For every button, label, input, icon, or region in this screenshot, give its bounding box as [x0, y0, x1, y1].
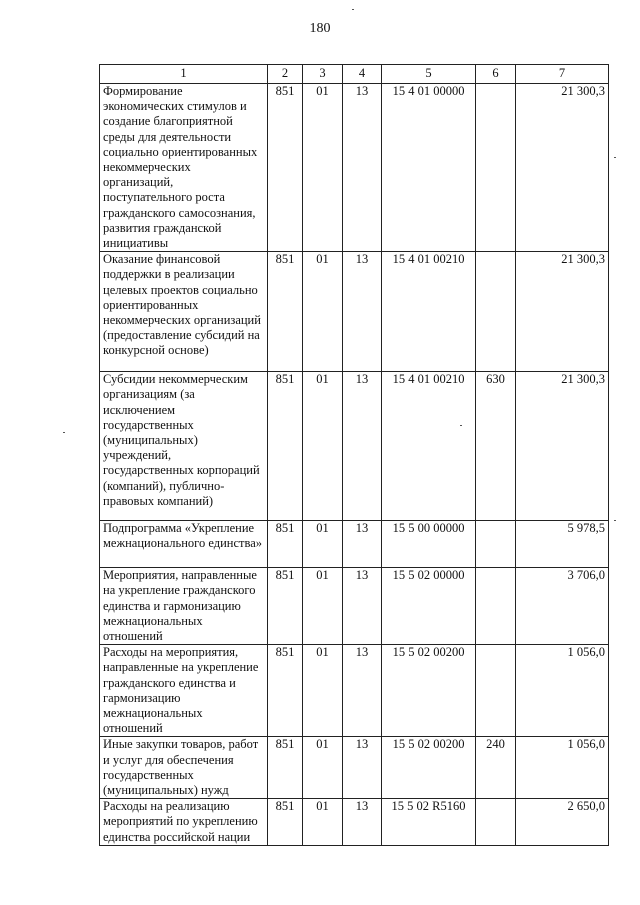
row-vr — [476, 521, 516, 568]
row-csr: 15 4 01 00210 — [382, 372, 476, 521]
row-sum: 5 978,5 — [516, 521, 609, 568]
row-pr: 13 — [343, 645, 382, 737]
budget-table — [99, 64, 609, 846]
row-ved: 851 — [268, 799, 303, 846]
table-row — [100, 737, 609, 799]
row-ved: 851 — [268, 737, 303, 799]
row-ved: 851 — [268, 84, 303, 252]
row-rz: 01 — [303, 372, 343, 521]
row-csr: 15 4 01 00210 — [382, 252, 476, 372]
row-name: Иные закупки товаров, работ и услуг для обеспечения государственных (муниципальных) нужд — [100, 737, 268, 799]
row-csr: 15 5 02 00200 — [382, 645, 476, 737]
header-cell-3: 3 — [303, 65, 343, 84]
table-row — [100, 799, 609, 846]
table-row — [100, 84, 609, 252]
row-ved: 851 — [268, 521, 303, 568]
row-pr: 13 — [343, 252, 382, 372]
row-pr: 13 — [343, 84, 382, 252]
row-rz: 01 — [303, 737, 343, 799]
row-sum: 21 300,3 — [516, 84, 609, 252]
table-row — [100, 645, 609, 737]
row-vr — [476, 799, 516, 846]
header-cell-6: 6 — [476, 65, 516, 84]
header-cell-1: 1 — [100, 65, 268, 84]
row-rz: 01 — [303, 799, 343, 846]
row-pr: 13 — [343, 372, 382, 521]
row-pr: 13 — [343, 799, 382, 846]
row-sum: 1 056,0 — [516, 737, 609, 799]
row-sum: 21 300,3 — [516, 372, 609, 521]
table-row — [100, 372, 609, 521]
row-name: Оказание финансовой поддержки в реализации целевых проектов социально ориентированных некоммерческих организаций (предоставление субсидий на конкурсной основе) — [100, 252, 268, 372]
row-name: Мероприятия, направленные на укрепление гражданского единства и гармонизацию межнациональных отношений — [100, 568, 268, 645]
header-cell-4: 4 — [343, 65, 382, 84]
row-pr: 13 — [343, 737, 382, 799]
row-sum: 3 706,0 — [516, 568, 609, 645]
row-sum: 2 650,0 — [516, 799, 609, 846]
row-rz: 01 — [303, 252, 343, 372]
scan-speck — [352, 9, 354, 10]
page-number: 180 — [309, 21, 331, 36]
row-csr: 15 5 02 00000 — [382, 568, 476, 645]
header-cell-2: 2 — [268, 65, 303, 84]
row-rz: 01 — [303, 521, 343, 568]
scan-speck — [63, 432, 65, 433]
row-rz: 01 — [303, 645, 343, 737]
scan-speck — [614, 520, 616, 521]
row-ved: 851 — [268, 645, 303, 737]
row-name: Подпрограмма «Укрепление межнационального единства» — [100, 521, 268, 568]
row-pr: 13 — [343, 568, 382, 645]
table-row — [100, 568, 609, 645]
row-csr: 15 5 02 R5160 — [382, 799, 476, 846]
table-row — [100, 252, 609, 372]
row-sum: 1 056,0 — [516, 645, 609, 737]
header-cell-5: 5 — [382, 65, 476, 84]
row-ved: 851 — [268, 568, 303, 645]
row-rz: 01 — [303, 84, 343, 252]
row-name: Субсидии некоммерческим организациям (за исключением государственных (муниципальных) учреждений, государственных корпораций (компаний), публично-правовых компаний) — [100, 372, 268, 521]
row-vr: 630 — [476, 372, 516, 521]
row-name: Расходы на реализацию мероприятий по укреплению единства российской нации — [100, 799, 268, 846]
row-csr: 15 4 01 00000 — [382, 84, 476, 252]
row-ved: 851 — [268, 252, 303, 372]
table-row — [100, 521, 609, 568]
row-rz: 01 — [303, 568, 343, 645]
header-cell-7: 7 — [516, 65, 609, 84]
row-csr: 15 5 00 00000 — [382, 521, 476, 568]
row-vr — [476, 645, 516, 737]
row-vr — [476, 252, 516, 372]
row-pr: 13 — [343, 521, 382, 568]
scan-speck — [614, 157, 616, 158]
row-vr — [476, 568, 516, 645]
row-sum: 21 300,3 — [516, 252, 609, 372]
row-vr: 240 — [476, 737, 516, 799]
row-csr: 15 5 02 00200 — [382, 737, 476, 799]
row-vr — [476, 84, 516, 252]
row-name: Формирование экономических стимулов и создание благоприятной среды для деятельности социально ориентированных некоммерческих организаций, поступательного роста гражданского самосознания, развития гражданской инициативы — [100, 84, 268, 252]
row-ved: 851 — [268, 372, 303, 521]
table-header-row — [100, 65, 609, 84]
row-name: Расходы на мероприятия, направленные на укрепление гражданского единства и гармонизацию межнациональных отношений — [100, 645, 268, 737]
scan-speck — [460, 425, 462, 426]
